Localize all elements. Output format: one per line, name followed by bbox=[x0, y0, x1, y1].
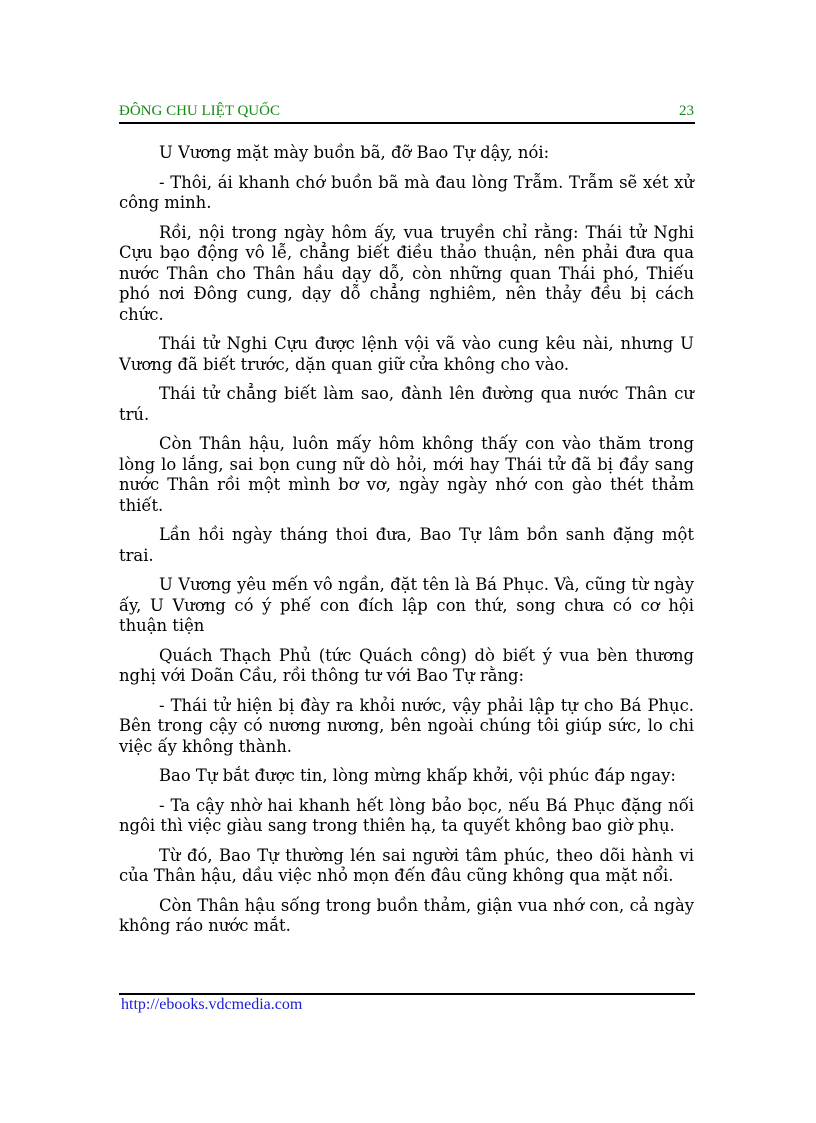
source-link[interactable]: http://ebooks.vdcmedia.com bbox=[121, 996, 303, 1013]
page-header bbox=[119, 103, 695, 123]
paragraph: - Ta cậy nhờ hai khanh hết lòng bảo bọc, nếu Bá Phục đặng nối ngôi thì việc giàu sang trong thiên hạ, ta quyết không bao giờ phụ. bbox=[119, 795, 694, 835]
paragraph: Từ đó, Bao Tự thường lén sai người tâm phúc, theo dõi hành vi của Thân hậu, dầu việc nhỏ mọn đến đâu cũng không qua mặt nổi. bbox=[119, 845, 694, 885]
paragraph: U Vương yêu mến vô ngần, đặt tên là Bá Phục. Và, cũng từ ngày ấy, U Vương có ý phế con đích lập con thứ, song chưa có cơ hội thuận tiện bbox=[119, 575, 694, 635]
paragraph: U Vương mặt mày buồn bã, đỡ Bao Tự dậy, nói: bbox=[159, 143, 550, 162]
paragraph: Còn Thân hậu, luôn mấy hôm không thấy con vào thăm trong lòng lo lắng, sai bọn cung nữ dò hỏi, mới hay Thái tử đã bị đầy sang nước Thân rồi một mình bơ vơ, ngày ngày nhớ con gào thét thảm thiết. bbox=[119, 434, 694, 515]
header-divider bbox=[119, 122, 695, 124]
paragraph: Còn Thân hậu sống trong buồn thảm, giận vua nhớ con, cả ngày không ráo nước mắt. bbox=[119, 895, 694, 935]
footer-divider bbox=[119, 993, 695, 995]
paragraph: Bao Tự bắt được tin, lòng mừng khấp khởi, vội phúc đáp ngay: bbox=[159, 766, 676, 785]
page-number: 23 bbox=[679, 103, 694, 119]
paragraph: Rồi, nội trong ngày hôm ấy, vua truyền chỉ rằng: Thái tử Nghi Cựu bạo động vô lễ, chẳng biết điều thảo thuận, nên phải đưa qua nước Thân cho Thân hầu dạy dỗ, còn những quan Thái phó, Thiếu phó nơi Đông cung, dạy dỗ chẳng nghiêm, nên thảy đều bị cách chức. bbox=[119, 222, 694, 324]
paragraph: - Thái tử hiện bị đày ra khỏi nước, vậy phải lập tự cho Bá Phục. Bên trong cậy có nương nương, bên ngoài chúng tôi giúp sức, lo chi việc ấy không thành. bbox=[119, 695, 694, 756]
running-title: ĐÔNG CHU LIỆT QUỐC bbox=[119, 103, 280, 119]
paragraph: Quách Thạch Phủ (tức Quách công) dò biết ý vua bèn thương nghị với Doãn Cầu, rồi thông tư với Bao Tự rằng: bbox=[119, 645, 694, 685]
paragraph: Thái tử chẳng biết làm sao, đành lên đường qua nước Thân cư trú. bbox=[119, 384, 694, 424]
page-body bbox=[119, 143, 694, 946]
paragraph: Thái tử Nghi Cựu được lệnh vội vã vào cung kêu nài, nhưng U Vương đã biết trước, dặn quan giữ cửa không cho vào. bbox=[119, 334, 694, 374]
paragraph: - Thôi, ái khanh chớ buồn bã mà đau lòng Trẫm. Trẫm sẽ xét xử công minh. bbox=[119, 172, 694, 212]
paragraph: Lần hồi ngày tháng thoi đưa, Bao Tự lâm bồn sanh đặng một trai. bbox=[119, 525, 694, 565]
